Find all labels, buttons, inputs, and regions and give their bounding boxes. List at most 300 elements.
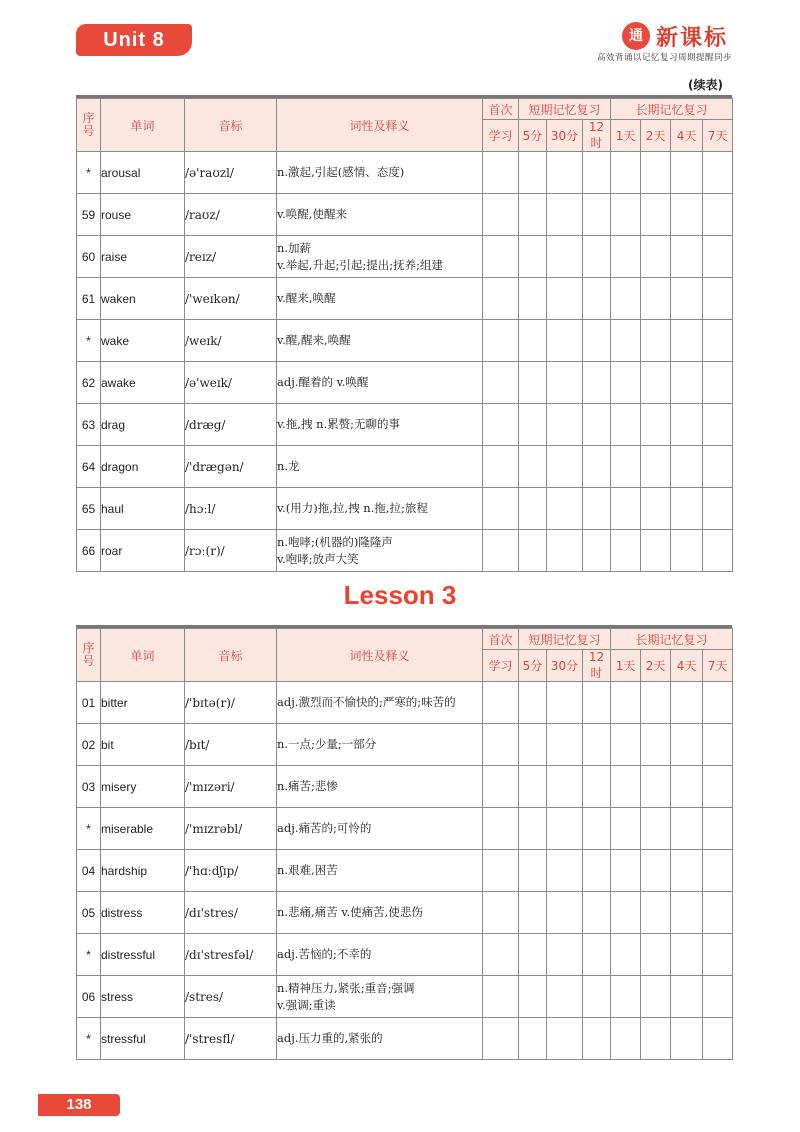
review-checkbox-cell (583, 850, 611, 892)
brand-name: 新课标 (656, 24, 729, 51)
definition-line: v.强调;重读 (277, 997, 336, 1012)
phonetic-cell: /dɪ'stres/ (185, 892, 277, 934)
review-checkbox-cell (547, 724, 583, 766)
definition-line: n.悲痛,痛苦 v.使痛苦,使悲伤 (277, 905, 423, 919)
review-checkbox-cell (547, 934, 583, 976)
review-checkbox-cell (547, 530, 583, 572)
row-number: * (77, 808, 101, 850)
definition-line: adj.醒着的 v.唤醒 (277, 375, 369, 389)
word-cell: raise (101, 236, 185, 278)
row-number: 64 (77, 446, 101, 488)
header-interval: 30分 (547, 650, 583, 682)
review-checkbox-cell (583, 724, 611, 766)
definition-cell (277, 404, 483, 446)
brand-subtitle: 高效背诵以记忆复习周期提醒同步 (596, 53, 732, 63)
vocab-table-lesson3 (76, 628, 733, 1060)
review-checkbox-cell (611, 850, 641, 892)
review-checkbox-cell (547, 194, 583, 236)
header-first-study: 首次 (483, 99, 519, 120)
header-interval: 4天 (671, 650, 703, 682)
phonetic-cell: /rɔː(r)/ (185, 530, 277, 572)
review-checkbox-cell (519, 892, 547, 934)
review-checkbox-cell (583, 278, 611, 320)
table-row (77, 488, 733, 530)
review-checkbox-cell (611, 236, 641, 278)
review-checkbox-cell (703, 362, 733, 404)
review-checkbox-cell (547, 362, 583, 404)
header-interval: 12时 (583, 650, 611, 682)
header-interval: 1天 (611, 120, 641, 152)
word-cell: distressful (101, 934, 185, 976)
review-checkbox-cell (641, 976, 671, 1018)
review-checkbox-cell (583, 530, 611, 572)
review-checkbox-cell (483, 934, 519, 976)
definition-line: n.加薪 (277, 240, 312, 255)
definition-cell (277, 766, 483, 808)
review-checkbox-cell (641, 320, 671, 362)
word-cell: stressful (101, 1018, 185, 1060)
word-cell: dragon (101, 446, 185, 488)
review-checkbox-cell (671, 194, 703, 236)
review-checkbox-cell (483, 850, 519, 892)
review-checkbox-cell (583, 682, 611, 724)
review-checkbox-cell (483, 1018, 519, 1060)
brand-mark (622, 22, 728, 50)
table-row (77, 278, 733, 320)
review-checkbox-cell (583, 976, 611, 1018)
lesson-title: Lesson 3 (343, 580, 457, 610)
review-checkbox-cell (583, 1018, 611, 1060)
word-cell: bitter (101, 682, 185, 724)
definition-cell (277, 1018, 483, 1060)
review-checkbox-cell (547, 976, 583, 1018)
review-checkbox-cell (519, 152, 547, 194)
header-phonetic: 音标 (185, 629, 277, 682)
review-checkbox-cell (641, 1018, 671, 1060)
phonetic-cell: /stres/ (185, 976, 277, 1018)
word-cell: bit (101, 724, 185, 766)
phonetic-cell: /ə'weɪk/ (185, 362, 277, 404)
table-row (77, 530, 733, 572)
word-cell: drag (101, 404, 185, 446)
definition-cell (277, 682, 483, 724)
phonetic-cell: /ə'raʊzl/ (185, 152, 277, 194)
review-checkbox-cell (547, 404, 583, 446)
definition-line: n.艰难,困苦 (277, 863, 338, 877)
review-checkbox-cell (519, 682, 547, 724)
unit-label: Unit 8 (76, 24, 192, 56)
row-number: 03 (77, 766, 101, 808)
word-cell: haul (101, 488, 185, 530)
phonetic-cell: /hɔːl/ (185, 488, 277, 530)
review-checkbox-cell (483, 808, 519, 850)
definition-cell (277, 194, 483, 236)
review-checkbox-cell (547, 320, 583, 362)
word-cell: rouse (101, 194, 185, 236)
review-checkbox-cell (547, 236, 583, 278)
header-interval: 12时 (583, 120, 611, 152)
header-first-study-2: 学习 (483, 650, 519, 682)
table-row (77, 1018, 733, 1060)
review-checkbox-cell (671, 934, 703, 976)
header-interval: 5分 (519, 120, 547, 152)
review-checkbox-cell (703, 766, 733, 808)
header-word: 单词 (101, 99, 185, 152)
definition-line: adj.痛苦的;可怜的 (277, 821, 372, 835)
phonetic-cell: /'mɪzrəbl/ (185, 808, 277, 850)
review-checkbox-cell (703, 934, 733, 976)
definition-line: n.精神压力,紧张;重音;强调 (277, 980, 415, 995)
row-number: 65 (77, 488, 101, 530)
review-checkbox-cell (483, 404, 519, 446)
review-checkbox-cell (611, 682, 641, 724)
review-checkbox-cell (547, 446, 583, 488)
phonetic-cell: /dræg/ (185, 404, 277, 446)
review-checkbox-cell (547, 808, 583, 850)
row-number: 02 (77, 724, 101, 766)
review-checkbox-cell (611, 530, 641, 572)
review-checkbox-cell (671, 236, 703, 278)
review-checkbox-cell (483, 278, 519, 320)
header-short-review: 短期记忆复习 (519, 99, 611, 120)
row-number: 61 (77, 278, 101, 320)
review-checkbox-cell (483, 724, 519, 766)
review-checkbox-cell (583, 488, 611, 530)
review-checkbox-cell (583, 152, 611, 194)
header-interval: 1天 (611, 650, 641, 682)
review-checkbox-cell (547, 488, 583, 530)
word-cell: waken (101, 278, 185, 320)
header-seq: 序号 (77, 99, 101, 152)
review-checkbox-cell (519, 1018, 547, 1060)
review-checkbox-cell (671, 404, 703, 446)
review-checkbox-cell (671, 766, 703, 808)
review-checkbox-cell (641, 404, 671, 446)
review-checkbox-cell (583, 320, 611, 362)
review-checkbox-cell (641, 808, 671, 850)
review-checkbox-cell (671, 1018, 703, 1060)
phonetic-cell: /dɪ'stresfəl/ (185, 934, 277, 976)
definition-line: n.龙 (277, 459, 300, 473)
row-number: 62 (77, 362, 101, 404)
phonetic-cell: /raʊz/ (185, 194, 277, 236)
word-cell: stress (101, 976, 185, 1018)
review-checkbox-cell (483, 152, 519, 194)
continued-label: (续表) (688, 78, 723, 92)
review-checkbox-cell (483, 766, 519, 808)
vocab-table-unit (76, 98, 733, 572)
table-row (77, 682, 733, 724)
table-row (77, 976, 733, 1018)
review-checkbox-cell (483, 488, 519, 530)
review-checkbox-cell (703, 530, 733, 572)
header-meaning: 词性及释义 (277, 629, 483, 682)
review-checkbox-cell (611, 766, 641, 808)
row-number: * (77, 934, 101, 976)
word-cell: awake (101, 362, 185, 404)
definition-cell (277, 530, 483, 572)
review-checkbox-cell (703, 152, 733, 194)
review-checkbox-cell (671, 850, 703, 892)
definition-line: n.咆哮;(机器的)隆隆声 (277, 534, 393, 549)
definition-line: n.一点;少量;一部分 (277, 737, 377, 751)
review-checkbox-cell (519, 236, 547, 278)
word-cell: roar (101, 530, 185, 572)
definition-line: adj.苦恼的;不幸的 (277, 947, 372, 961)
header-interval: 2天 (641, 120, 671, 152)
header-first-study: 首次 (483, 629, 519, 650)
review-checkbox-cell (611, 278, 641, 320)
header-seq: 序号 (77, 629, 101, 682)
word-cell: misery (101, 766, 185, 808)
definition-line: adj.压力重的,紧张的 (277, 1031, 383, 1045)
review-checkbox-cell (703, 194, 733, 236)
review-checkbox-cell (483, 446, 519, 488)
review-checkbox-cell (519, 724, 547, 766)
review-checkbox-cell (611, 976, 641, 1018)
review-checkbox-cell (703, 808, 733, 850)
review-checkbox-cell (611, 362, 641, 404)
header-meaning: 词性及释义 (277, 99, 483, 152)
review-checkbox-cell (483, 892, 519, 934)
word-cell: hardship (101, 850, 185, 892)
review-checkbox-cell (583, 766, 611, 808)
review-checkbox-cell (641, 892, 671, 934)
review-checkbox-cell (483, 362, 519, 404)
review-checkbox-cell (611, 808, 641, 850)
row-number: 05 (77, 892, 101, 934)
definition-cell (277, 362, 483, 404)
review-checkbox-cell (671, 682, 703, 724)
review-checkbox-cell (671, 488, 703, 530)
review-checkbox-cell (671, 320, 703, 362)
review-checkbox-cell (641, 278, 671, 320)
review-checkbox-cell (519, 362, 547, 404)
definition-line: v.醒来,唤醒 (277, 291, 336, 305)
header-phonetic: 音标 (185, 99, 277, 152)
review-checkbox-cell (703, 278, 733, 320)
word-cell: distress (101, 892, 185, 934)
review-checkbox-cell (641, 934, 671, 976)
definition-line: v.举起,升起;引起;提出;抚养;组建 (277, 257, 443, 272)
review-checkbox-cell (703, 320, 733, 362)
review-checkbox-cell (583, 236, 611, 278)
review-checkbox-cell (703, 850, 733, 892)
review-checkbox-cell (583, 194, 611, 236)
row-number: 59 (77, 194, 101, 236)
review-checkbox-cell (703, 1018, 733, 1060)
review-checkbox-cell (641, 446, 671, 488)
header-long-review: 长期记忆复习 (611, 629, 733, 650)
header-word: 单词 (101, 629, 185, 682)
review-checkbox-cell (583, 446, 611, 488)
review-checkbox-cell (583, 892, 611, 934)
review-checkbox-cell (547, 278, 583, 320)
review-checkbox-cell (611, 194, 641, 236)
table-row (77, 724, 733, 766)
phonetic-cell: /'stresfl/ (185, 1018, 277, 1060)
review-checkbox-cell (519, 488, 547, 530)
review-checkbox-cell (611, 724, 641, 766)
review-checkbox-cell (703, 404, 733, 446)
definition-line: v.唤醒,使醒来 (277, 207, 347, 221)
table-row (77, 892, 733, 934)
table-row (77, 236, 733, 278)
review-checkbox-cell (519, 808, 547, 850)
review-checkbox-cell (641, 152, 671, 194)
row-number: 63 (77, 404, 101, 446)
table-row (77, 808, 733, 850)
review-checkbox-cell (703, 488, 733, 530)
review-checkbox-cell (519, 194, 547, 236)
review-checkbox-cell (483, 976, 519, 1018)
definition-cell (277, 808, 483, 850)
header-short-review: 短期记忆复习 (519, 629, 611, 650)
definition-line: v.醒,醒来,唤醒 (277, 333, 351, 347)
table-row (77, 766, 733, 808)
review-checkbox-cell (671, 530, 703, 572)
definition-cell (277, 976, 483, 1018)
word-cell: miserable (101, 808, 185, 850)
row-number: 66 (77, 530, 101, 572)
table-row (77, 446, 733, 488)
row-number: * (77, 1018, 101, 1060)
definition-cell (277, 152, 483, 194)
table-row (77, 194, 733, 236)
review-checkbox-cell (483, 530, 519, 572)
phonetic-cell: /reɪz/ (185, 236, 277, 278)
review-checkbox-cell (641, 766, 671, 808)
review-checkbox-cell (583, 362, 611, 404)
phonetic-cell: /weɪk/ (185, 320, 277, 362)
word-cell: wake (101, 320, 185, 362)
review-checkbox-cell (547, 682, 583, 724)
review-checkbox-cell (703, 976, 733, 1018)
header-interval: 7天 (703, 120, 733, 152)
review-checkbox-cell (641, 194, 671, 236)
review-checkbox-cell (547, 850, 583, 892)
brand-logo-icon: 通 (622, 22, 650, 50)
review-checkbox-cell (483, 194, 519, 236)
review-checkbox-cell (611, 404, 641, 446)
row-number: 06 (77, 976, 101, 1018)
row-number: * (77, 152, 101, 194)
review-checkbox-cell (547, 892, 583, 934)
review-checkbox-cell (519, 446, 547, 488)
phonetic-cell: /'hɑːdʃɪp/ (185, 850, 277, 892)
review-checkbox-cell (611, 446, 641, 488)
review-checkbox-cell (641, 682, 671, 724)
review-checkbox-cell (671, 152, 703, 194)
review-checkbox-cell (483, 320, 519, 362)
row-number: 01 (77, 682, 101, 724)
definition-cell (277, 236, 483, 278)
definition-cell (277, 850, 483, 892)
table-row (77, 152, 733, 194)
review-checkbox-cell (641, 724, 671, 766)
review-checkbox-cell (671, 976, 703, 1018)
review-checkbox-cell (671, 362, 703, 404)
review-checkbox-cell (641, 362, 671, 404)
review-checkbox-cell (703, 892, 733, 934)
table-row (77, 362, 733, 404)
definition-line: n.激起,引起(感情、态度) (277, 165, 405, 179)
word-cell: arousal (101, 152, 185, 194)
definition-line: n.痛苦;悲惨 (277, 779, 338, 793)
review-checkbox-cell (671, 892, 703, 934)
review-checkbox-cell (703, 236, 733, 278)
review-checkbox-cell (641, 236, 671, 278)
row-number: * (77, 320, 101, 362)
review-checkbox-cell (519, 404, 547, 446)
header-first-study-2: 学习 (483, 120, 519, 152)
definition-cell (277, 934, 483, 976)
review-checkbox-cell (519, 278, 547, 320)
definition-line: v.(用力)拖,拉,拽 n.拖,拉;旅程 (277, 501, 428, 515)
review-checkbox-cell (483, 682, 519, 724)
review-checkbox-cell (547, 766, 583, 808)
header-interval: 5分 (519, 650, 547, 682)
definition-cell (277, 892, 483, 934)
phonetic-cell: /'mɪzəri/ (185, 766, 277, 808)
header-long-review: 长期记忆复习 (611, 99, 733, 120)
table-row (77, 320, 733, 362)
header-interval: 7天 (703, 650, 733, 682)
review-checkbox-cell (519, 850, 547, 892)
review-checkbox-cell (671, 724, 703, 766)
phonetic-cell: /bɪt/ (185, 724, 277, 766)
review-checkbox-cell (703, 682, 733, 724)
definition-cell (277, 488, 483, 530)
review-checkbox-cell (519, 766, 547, 808)
definition-line: v.咆哮;放声大笑 (277, 551, 359, 566)
page-number: 138 (38, 1094, 120, 1116)
review-checkbox-cell (611, 892, 641, 934)
row-number: 04 (77, 850, 101, 892)
header-interval: 2天 (641, 650, 671, 682)
definition-cell (277, 724, 483, 766)
review-checkbox-cell (641, 530, 671, 572)
review-checkbox-cell (611, 320, 641, 362)
review-checkbox-cell (519, 934, 547, 976)
review-checkbox-cell (483, 236, 519, 278)
phonetic-cell: /'drægən/ (185, 446, 277, 488)
review-checkbox-cell (519, 976, 547, 1018)
definition-line: v.拖,拽 n.累赘;无聊的事 (277, 417, 401, 431)
review-checkbox-cell (671, 278, 703, 320)
definition-cell (277, 278, 483, 320)
row-number: 60 (77, 236, 101, 278)
review-checkbox-cell (611, 488, 641, 530)
header-interval: 4天 (671, 120, 703, 152)
review-checkbox-cell (703, 724, 733, 766)
definition-cell (277, 446, 483, 488)
review-checkbox-cell (703, 446, 733, 488)
phonetic-cell: /'weɪkən/ (185, 278, 277, 320)
review-checkbox-cell (583, 404, 611, 446)
review-checkbox-cell (671, 808, 703, 850)
review-checkbox-cell (547, 152, 583, 194)
table-row (77, 404, 733, 446)
review-checkbox-cell (611, 152, 641, 194)
review-checkbox-cell (611, 934, 641, 976)
definition-cell (277, 320, 483, 362)
table-row (77, 934, 733, 976)
review-checkbox-cell (611, 1018, 641, 1060)
review-checkbox-cell (671, 446, 703, 488)
header-interval: 30分 (547, 120, 583, 152)
review-checkbox-cell (519, 320, 547, 362)
